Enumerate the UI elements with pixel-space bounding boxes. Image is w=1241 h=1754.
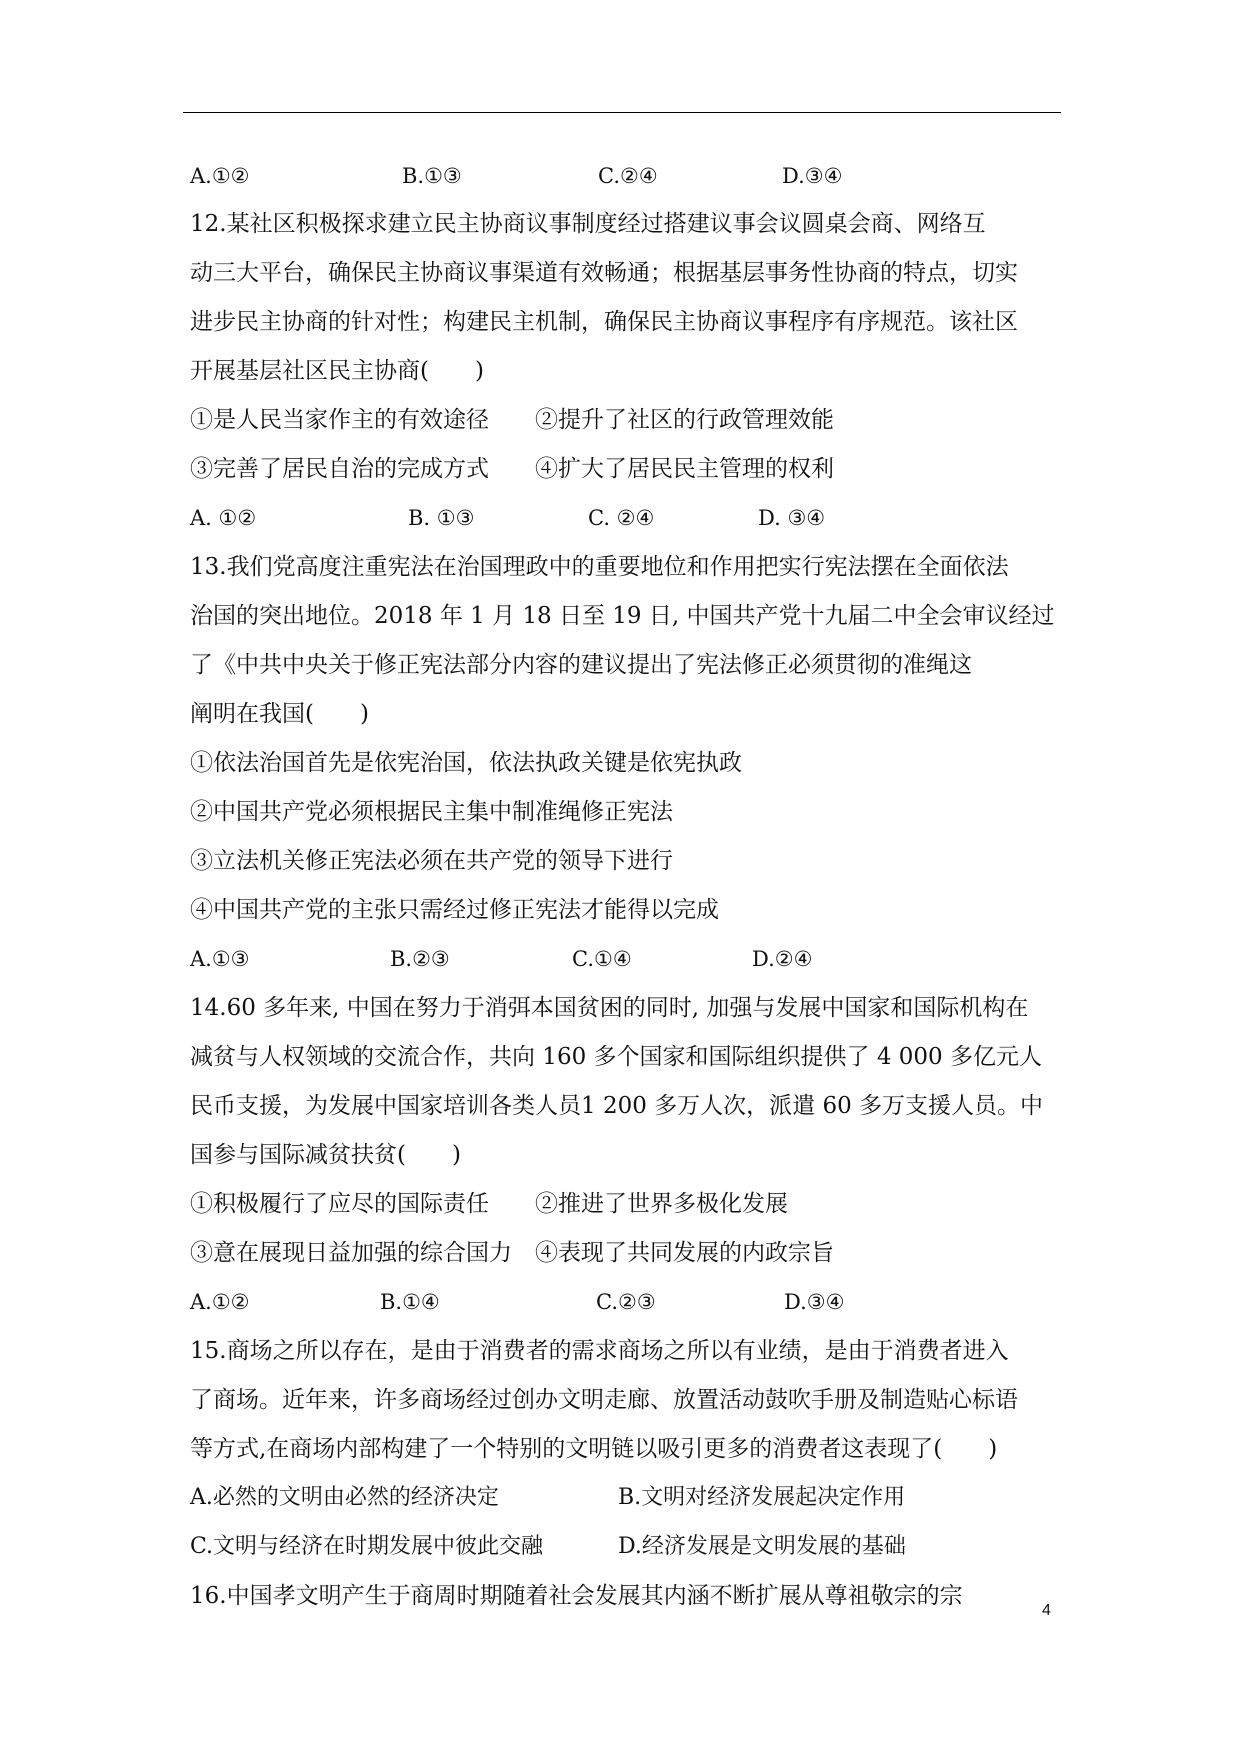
q11-option-b[interactable]: B.①③ [402,164,462,188]
q13-option-b[interactable]: B.②③ [390,947,450,971]
header-rule [183,112,1061,113]
q13-item: ①依法治国首先是依宪治国，依法执政关键是依宪执政 [190,750,742,776]
q11-option-a[interactable]: A.①② [190,164,250,188]
q15-stem-line: 了商场。近年来，许多商场经过创办文明走廊、放置活动鼓吹手册及制造贴心标语 [190,1387,1018,1413]
q14-option-b[interactable]: B.①④ [380,1290,440,1314]
q11-option-d[interactable]: D.③④ [782,164,843,188]
q12-stem-line: 动三大平台，确保民主协商议事渠道有效畅通；根据基层事务性协商的特点，切实 [190,260,1018,286]
q12-item: ③完善了居民自治的完成方式 ④扩大了居民民主管理的权利 [190,456,834,482]
q15-stem-line: 等方式,在商场内部构建了一个特别的文明链以吸引更多的消费者这表现了( ) [190,1436,998,1462]
q16-stem-line: 16.中国孝文明产生于商周时期随着社会发展其内涵不断扩展从尊祖敬宗的宗 [190,1583,963,1609]
page-number: 4 [1042,1602,1051,1619]
q14-option-c[interactable]: C.②③ [596,1290,656,1314]
q15-option-d[interactable]: D.经济发展是文明发展的基础 [618,1534,906,1559]
q15-option-a[interactable]: A.必然的文明由必然的经济决定 [190,1485,499,1510]
q11-option-c[interactable]: C.②④ [598,164,658,188]
q15-stem-line: 15.商场之所以存在，是由于消费者的需求商场之所以有业绩，是由于消费者进入 [190,1338,1009,1364]
q14-stem-line: 14.60 多年来, 中国在努力于消弭本国贫困的同时, 加强与发展中国家和国际机构在 [190,995,1029,1021]
q14-option-a[interactable]: A.①② [190,1290,250,1314]
q13-stem-line: 阐明在我国( ) [190,701,369,727]
q13-stem-line: 了《中共中央关于修正宪法部分内容的建议提出了宪法修正必须贯彻的准绳这 [190,652,972,678]
q12-stem-line: 开展基层社区民主协商( ) [190,358,484,384]
q13-stem-line: 13.我们党高度注重宪法在治国理政中的重要地位和作用把实行宪法摆在全面依法 [190,554,1009,580]
q14-option-d[interactable]: D.③④ [784,1290,845,1314]
q13-option-c[interactable]: C.①④ [572,947,632,971]
q14-stem-line: 减贫与人权领域的交流合作，共向 160 多个国家和国际组织提供了 4 000 多亿元人 [190,1044,1042,1070]
q14-item: ①积极履行了应尽的国际责任 ②推进了世界多极化发展 [190,1191,788,1217]
q12-option-b[interactable]: B. ①③ [408,506,475,530]
q13-item: ④中国共产党的主张只需经过修正宪法才能得以完成 [190,897,719,923]
q12-option-c[interactable]: C. ②④ [588,506,655,530]
q13-item: ②中国共产党必须根据民主集中制准绳修正宪法 [190,799,673,825]
q12-item: ①是人民当家作主的有效途径 ②提升了社区的行政管理效能 [190,407,834,433]
q12-stem-line: 12.某社区积极探求建立民主协商议事制度经过搭建议事会议圆桌会商、网络互 [190,211,986,237]
q13-stem-line: 治国的突出地位。2018 年 1 月 18 日至 19 日, 中国共产党十九届二中全会审议经过 [190,603,1055,629]
q12-stem-line: 进步民主协商的针对性；构建民主机制，确保民主协商议事程序有序规范。该社区 [190,309,1018,335]
q14-item: ③意在展现日益加强的综合国力 ④表现了共同发展的内政宗旨 [190,1240,834,1266]
q13-option-d[interactable]: D.②④ [752,947,813,971]
q13-item: ③立法机关修正宪法必须在共产党的领导下进行 [190,848,673,874]
q12-option-a[interactable]: A. ①② [190,506,257,530]
q14-stem-line: 国参与国际减贫扶贫( ) [190,1142,461,1168]
q14-stem-line: 民币支援，为发展中国家培训各类人员1 200 多万人次，派遣 60 多万支援人员。中 [190,1093,1044,1119]
q15-option-b[interactable]: B.文明对经济发展起决定作用 [618,1485,906,1510]
q13-option-a[interactable]: A.①③ [190,947,250,971]
q12-option-d[interactable]: D. ③④ [758,506,826,530]
q15-option-c[interactable]: C.文明与经济在时期发展中彼此交融 [190,1534,544,1559]
